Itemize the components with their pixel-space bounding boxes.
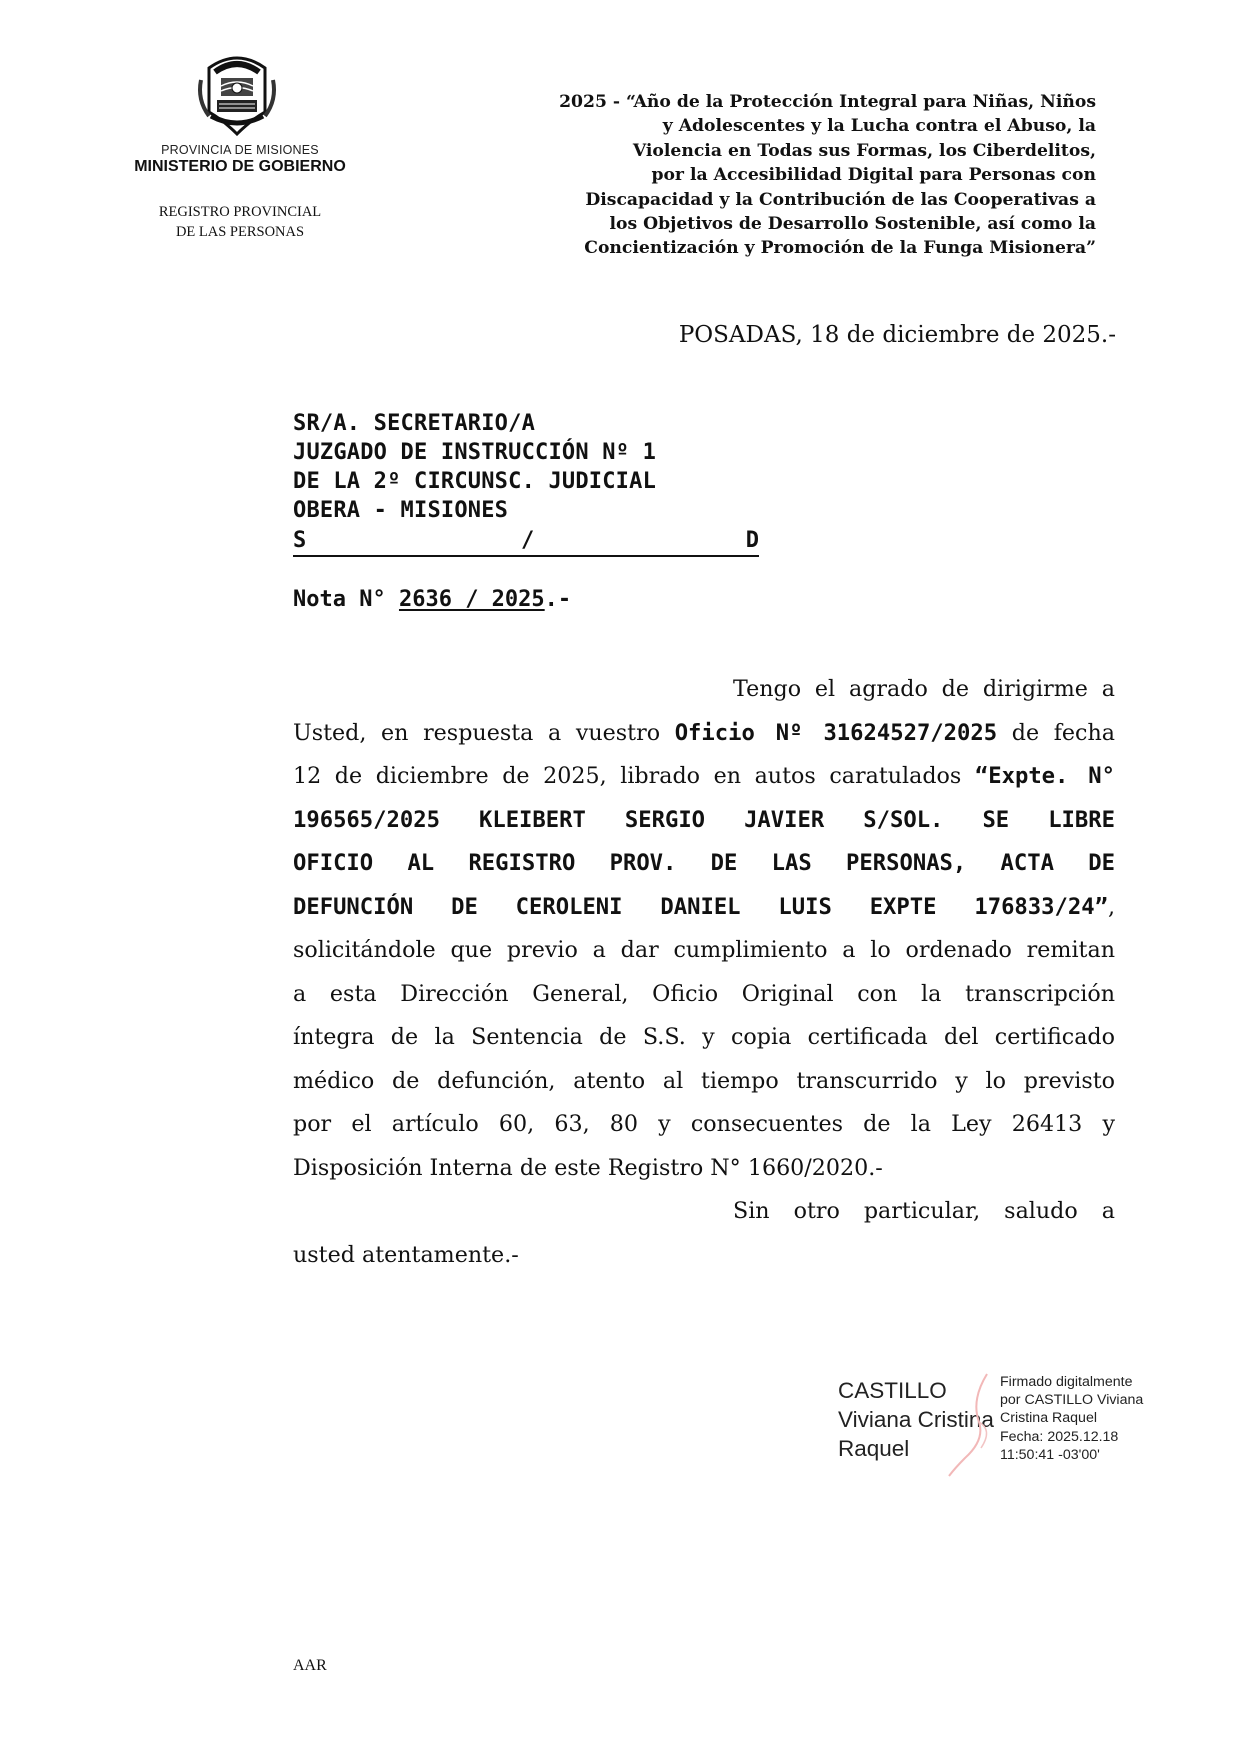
body-line: 196565/2025 KLEIBERT SERGIO JAVIER S/SOL. SE LIBRE [293,806,1115,833]
date-line: POSADAS, 18 de diciembre de 2025.- [678,322,1116,348]
letter-body [293,668,1115,1277]
official-motto [470,90,1096,261]
body-line: médico de defunción, atento al tiempo transcurrido y lo previsto [293,1067,1115,1094]
su-despacho-line [293,528,759,557]
motto-line: 2025 - “Año de la Protección Integral para Niñas, Niños [559,92,1096,112]
signer-name-line: Viviana Cristina [838,1407,994,1432]
signature-meta-line: Firmado digitalmente [1000,1374,1133,1390]
body-line [293,886,1115,930]
body-line [293,755,1115,799]
body-line: por el artículo 60, 63, 80 y consecuentes de la Ley 26413 y [293,1111,1115,1137]
motto-line: los Objetivos de Desarrollo Sostenible, así como la [609,214,1096,235]
body-line: a esta Dirección General, Oficio Original con la transcripción [293,980,1115,1007]
body-text: 12 de diciembre de 2025, librado en autos caratulados [293,763,975,789]
motto-line: Concientización y Promoción de la Funga Misionera” [584,238,1096,259]
motto-line: por la Accesibilidad Digital para Personas con [651,165,1096,186]
registry-label-line2: DE LAS PERSONAS [175,224,305,240]
body-line: íntegra de la Sentencia de S.S. y copia certificada del certificado [293,1024,1115,1050]
body-line [293,712,1115,756]
addressee-line4: OBERA - MISIONES [293,498,509,523]
addressee-line3: DE LA 2º CIRCUNSC. JUDICIAL [293,469,657,494]
registry-label-line1: REGISTRO PROVINCIAL [158,204,322,220]
body-line: Disposición Interna de este Registro N° 1660/2020.- [293,1154,883,1181]
note-value: 2636 / 2025 [398,587,545,612]
body-line: Tengo el agrado de dirigirme a [733,676,1115,702]
signature-metadata [1000,1373,1143,1464]
signer-name-line: Raquel [838,1436,910,1461]
signature-meta-line: por CASTILLO Viviana [1000,1392,1144,1409]
sd-slash: / [521,528,535,553]
signature-meta-line: Fecha: 2025.12.18 [1000,1428,1119,1445]
signature-meta-line: Cristina Raquel [1000,1410,1097,1427]
signer-name-line: CASTILLO [838,1378,947,1403]
body-line: usted atentamente.- [293,1241,519,1268]
oficio-ref: Oficio Nº 31624527/2025 [674,719,998,746]
province-label: PROVINCIA DE MISIONES [161,143,319,157]
note-number [293,587,571,612]
body-text: , [1107,893,1115,920]
expte-ref: “Expte. N° [974,763,1115,789]
note-suffix: .- [544,587,572,612]
typist-initials: AAR [293,1657,327,1674]
signature-meta-line: 11:50:41 -03'00' [1000,1446,1100,1463]
motto-line: Violencia en Todas sus Formas, los Ciberdelitos, [632,140,1096,161]
province-crest-icon [193,50,281,140]
motto-line: y Adolescentes y la Lucha contra el Abuso, la [662,116,1096,137]
note-label: Nota N° [293,587,386,612]
digital-signature-mark-icon [935,1370,1005,1480]
sd-s: S [293,528,307,553]
ministry-label: MINISTERIO DE GOBIERNO [134,158,346,175]
expte-ref: DEFUNCIÓN DE CEROLENI DANIEL LUIS EXPTE 176833/24” [293,893,1108,920]
body-text: de fecha [997,719,1115,746]
addressee-line2: JUZGADO DE INSTRUCCIÓN Nº 1 [293,440,657,465]
body-line: solicitándole que previo a dar cumplimiento a lo ordenado remitan [293,937,1115,963]
body-line: Sin otro particular, saludo a [733,1198,1115,1224]
sd-d: D [745,528,759,553]
motto-line: Discapacidad y la Contribución de las Cooperativas a [585,189,1096,210]
body-line: OFICIO AL REGISTRO PROV. DE LAS PERSONAS, ACTA DE [293,850,1115,876]
addressee-line1: SR/A. SECRETARIO/A [293,411,536,436]
body-text: Usted, en respuesta a vuestro [293,719,675,746]
